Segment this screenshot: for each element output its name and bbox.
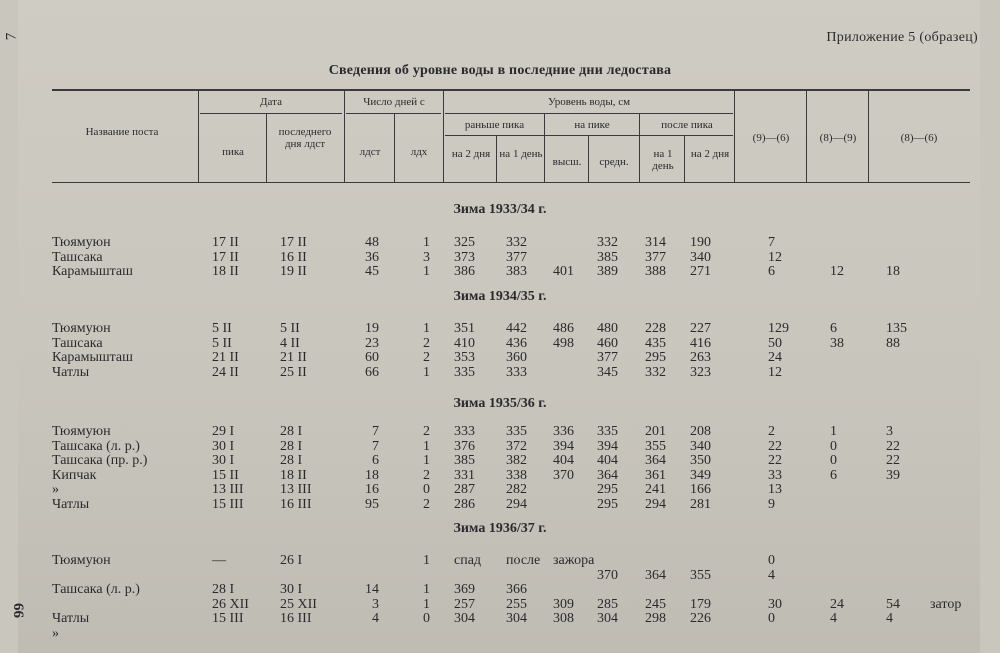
cell-a1: 241 [645, 482, 666, 498]
table-row [0, 424, 1000, 439]
cell-b2: 335 [454, 364, 475, 380]
cell-b1: 377 [506, 249, 527, 265]
table-row [0, 235, 1000, 250]
cell-name: » [52, 482, 59, 498]
cell-ldh: 0 [423, 482, 430, 498]
cell-hi: 336 [553, 424, 574, 439]
cell-b2: 325 [454, 235, 475, 250]
cell-name: » [52, 626, 59, 641]
cell-hi: 486 [553, 321, 574, 336]
appendix-label: Приложение 5 (образец) [826, 30, 978, 45]
cell-b2: 353 [454, 350, 475, 366]
cell-mid: 332 [597, 235, 618, 250]
cell-name: Чатлы [52, 611, 90, 627]
cell-b1: 282 [506, 482, 527, 498]
cell-d1: 2 [768, 424, 775, 439]
cell-name: Тюямуюн [52, 321, 111, 336]
cell-d1: 12 [768, 249, 782, 265]
cell-ldh: 3 [423, 249, 430, 265]
cell-d1: 12 [768, 364, 782, 380]
header-diff-9-6: (9)—(6) [752, 132, 790, 144]
cell-mid: 295 [597, 482, 618, 498]
header-peak-high: высш. [552, 156, 582, 168]
cell-ldh: 2 [423, 497, 430, 512]
cell-a2: 208 [690, 424, 711, 439]
cell-a2: 416 [690, 335, 711, 351]
cell-a1: 295 [645, 350, 666, 366]
cell-mid: 304 [597, 611, 618, 627]
cell-a1: 435 [645, 335, 666, 351]
cell-d1: 7 [768, 235, 775, 250]
header-days-count: Число дней с [363, 96, 425, 108]
cell-d2: 12 [830, 264, 844, 280]
cell-name: Тюямуюн [52, 553, 111, 568]
cell-a2: 226 [690, 611, 711, 627]
cell-ldst: 48 [365, 235, 379, 250]
header-water-level: Уровень воды, см [547, 96, 631, 108]
cell-name: Ташсака [52, 249, 103, 265]
cell-a1: 228 [645, 321, 666, 336]
cell-last: 25 XII [280, 596, 317, 612]
cell-b1: 383 [506, 264, 527, 280]
cell-mid: 335 [597, 424, 618, 439]
cell-d1: 22 [768, 453, 782, 469]
cell-ldst: 3 [372, 596, 379, 612]
cell-b2: 386 [454, 264, 475, 280]
cell-last: 13 III [280, 482, 312, 498]
table-row [0, 568, 1000, 583]
col-divider [734, 91, 735, 182]
col-divider [588, 135, 589, 182]
cell-d3: 3 [886, 424, 893, 439]
cell-last: 16 III [280, 497, 312, 512]
cell-d3: 39 [886, 467, 900, 483]
header-after-1: на 1 день [652, 148, 674, 172]
cell-last: 28 I [280, 438, 303, 454]
header-last-day: последнего дня лдст [278, 126, 332, 150]
cell-name: Тюямуюн [52, 235, 111, 250]
cell-last: 28 I [280, 424, 303, 439]
table-row [0, 626, 1000, 641]
cell-last: 4 II [280, 335, 300, 351]
cell-ldh: 1 [423, 321, 430, 336]
col-divider [496, 135, 497, 182]
cell-b1: 255 [506, 596, 527, 612]
cell-pik: 26 XII [212, 596, 249, 612]
cell-name: Тюямуюн [52, 424, 111, 439]
cell-b1: 335 [506, 424, 527, 439]
cell-pik: 18 II [212, 264, 239, 280]
cell-a1: 361 [645, 467, 666, 483]
cell-b1: 366 [506, 582, 527, 598]
cell-pik: 30 I [212, 453, 235, 469]
cell-b1: 294 [506, 497, 527, 512]
table-row [0, 439, 1000, 454]
cell-b2: 385 [454, 453, 475, 469]
cell-a1: 364 [645, 453, 666, 469]
cell-a2: 350 [690, 453, 711, 469]
cell-b1: 360 [506, 350, 527, 366]
cell-d1: 30 [768, 596, 782, 612]
cell-pik: 15 II [212, 467, 239, 483]
cell-a2: 271 [690, 264, 711, 280]
date-subrule [200, 113, 342, 114]
cell-d1: 129 [768, 321, 789, 336]
cell-ldh: 1 [423, 438, 430, 454]
cell-ldst: 6 [372, 453, 379, 469]
col-divider [344, 91, 345, 182]
cell-ldst: 95 [365, 497, 379, 512]
cell-d1: 13 [768, 482, 782, 498]
cell-a2: 190 [690, 235, 711, 250]
cell-d1: 4 [768, 567, 775, 583]
cell-last: 5 II [280, 321, 300, 336]
cell-a2: 340 [690, 438, 711, 454]
cell-ldh: 1 [423, 264, 430, 280]
header-date: Дата [260, 96, 282, 108]
cell-a1: 245 [645, 596, 666, 612]
cell-d1: 0 [768, 611, 775, 627]
cell-ldst: 7 [372, 438, 379, 454]
table-title: Сведения об уровне воды в последние дни ледостава [328, 63, 672, 78]
cell-b1: 333 [506, 364, 527, 380]
cell-name: Чатлы [52, 497, 90, 512]
cell-b1: 338 [506, 467, 527, 483]
cell-a1: 377 [645, 249, 666, 265]
level-subrule [445, 113, 733, 114]
cell-ldh: 1 [423, 596, 430, 612]
cell-hi: 394 [553, 438, 574, 454]
cell-a2: 355 [690, 567, 711, 583]
cell-mid: 364 [597, 467, 618, 483]
cell-hi: 309 [553, 596, 574, 612]
season-heading: Зима 1936/37 г. [453, 521, 547, 536]
cell-last: 16 III [280, 611, 312, 627]
cell-a2: 323 [690, 364, 711, 380]
table-row [0, 350, 1000, 365]
cell-a2: 263 [690, 350, 711, 366]
cell-hi: 370 [553, 467, 574, 483]
cell-mid: 295 [597, 497, 618, 512]
col-divider [198, 91, 199, 182]
cell-b2: 257 [454, 596, 475, 612]
header-before-1: на 1 день [499, 148, 543, 160]
cell-d1: 24 [768, 350, 782, 366]
cell-b2: 287 [454, 482, 475, 498]
season-heading: Зима 1933/34 г. [453, 202, 547, 217]
cell-d1: 22 [768, 438, 782, 454]
cell-b2: 410 [454, 335, 475, 351]
header-ldh: лдх [410, 146, 428, 158]
col-divider [684, 135, 685, 182]
cell-b1: 436 [506, 335, 527, 351]
cell-ldh: 2 [423, 350, 430, 366]
cell-mid: 480 [597, 321, 618, 336]
cell-pik: 5 II [212, 335, 232, 351]
cell-ldst: 60 [365, 350, 379, 366]
table-row [0, 582, 1000, 597]
col-divider [544, 113, 545, 182]
header-after-peak: после пика [661, 119, 713, 131]
cell-pik: 17 II [212, 249, 239, 265]
corner-mark: 7 [3, 32, 20, 41]
col-divider [266, 113, 267, 182]
cell-mid: 377 [597, 350, 618, 366]
cell-ldh: 1 [423, 553, 430, 568]
cell-a2: 349 [690, 467, 711, 483]
cell-a1: 294 [645, 497, 666, 512]
cell-d3: 22 [886, 438, 900, 454]
cell-d2: 6 [830, 321, 837, 336]
cell-hi: зажора [553, 553, 595, 568]
col-divider [443, 91, 444, 182]
cell-hi: 401 [553, 264, 574, 280]
header-top-rule [52, 89, 970, 91]
cell-a2: 340 [690, 249, 711, 265]
cell-pik: 28 I [212, 582, 235, 598]
page-number: 66 [10, 603, 26, 618]
cell-b1: 442 [506, 321, 527, 336]
cell-ldst: 14 [365, 582, 379, 598]
cell-d2: 1 [830, 424, 837, 439]
table-row [0, 264, 1000, 279]
cell-b1: 304 [506, 611, 527, 627]
col-divider [394, 113, 395, 182]
cell-d2: 6 [830, 467, 837, 483]
cell-pik: 30 I [212, 438, 235, 454]
cell-d1: 9 [768, 497, 775, 512]
cell-b1: 332 [506, 235, 527, 250]
cell-d2: 38 [830, 335, 844, 351]
header-bottom-rule [52, 182, 970, 183]
cell-name: Ташсака (пр. р.) [52, 453, 148, 469]
cell-b2: спад [454, 553, 482, 568]
cell-ldh: 1 [423, 582, 430, 598]
cell-d1: 33 [768, 467, 782, 483]
cell-a1: 332 [645, 364, 666, 380]
cell-pik: — [212, 553, 226, 568]
cell-ldh: 1 [423, 364, 430, 380]
cell-name: Ташсака [52, 335, 103, 351]
cell-d2: 0 [830, 453, 837, 469]
cell-ldst: 66 [365, 364, 379, 380]
cell-b2: 351 [454, 321, 475, 336]
table-row [0, 453, 1000, 468]
cell-b2: 369 [454, 582, 475, 598]
cell-ldst: 19 [365, 321, 379, 336]
cell-a2: 166 [690, 482, 711, 498]
cell-last: 17 II [280, 235, 307, 250]
cell-d3: 22 [886, 453, 900, 469]
cell-d3: 135 [886, 321, 907, 336]
cell-b2: 286 [454, 497, 475, 512]
cell-b2: 373 [454, 249, 475, 265]
cell-pik: 15 III [212, 497, 244, 512]
header-before-peak: раньше пика [464, 119, 525, 131]
table-row [0, 482, 1000, 497]
cell-hi: 498 [553, 335, 574, 351]
cell-d1: 50 [768, 335, 782, 351]
cell-last: 28 I [280, 453, 303, 469]
cell-a1: 355 [645, 438, 666, 454]
cell-a1: 388 [645, 264, 666, 280]
table-row [0, 321, 1000, 336]
cell-hi: 404 [553, 453, 574, 469]
cell-ldh: 2 [423, 335, 430, 351]
table-row [0, 597, 1000, 612]
header-before-2: на 2 дня [451, 148, 491, 160]
col-divider [806, 91, 807, 182]
cell-mid: 385 [597, 249, 618, 265]
cell-mid: 345 [597, 364, 618, 380]
table-row [0, 250, 1000, 265]
cell-name: Чатлы [52, 364, 90, 380]
table-row [0, 468, 1000, 483]
cell-mid: 460 [597, 335, 618, 351]
cell-ldst: 18 [365, 467, 379, 483]
cell-d2: 4 [830, 611, 837, 627]
col-divider [868, 91, 869, 182]
cell-last: 21 II [280, 350, 307, 366]
cell-pik: 13 III [212, 482, 244, 498]
cell-name: Карамышташ [52, 350, 133, 366]
header-peak-mid: средн. [599, 156, 629, 168]
cell-d2: 24 [830, 596, 844, 612]
col-divider [639, 113, 640, 182]
cell-b2: 376 [454, 438, 475, 454]
cell-a2: 281 [690, 497, 711, 512]
cell-name: Карамышташ [52, 264, 133, 280]
cell-a2: 179 [690, 596, 711, 612]
cell-ldh: 1 [423, 235, 430, 250]
table-row [0, 611, 1000, 626]
cell-d3: 4 [886, 611, 893, 627]
cell-a1: 201 [645, 424, 666, 439]
cell-a1: 298 [645, 611, 666, 627]
cell-b1: 382 [506, 453, 527, 469]
cell-d3: 88 [886, 335, 900, 351]
cell-mid: 404 [597, 453, 618, 469]
cell-b2: 304 [454, 611, 475, 627]
cell-d1: 6 [768, 264, 775, 280]
cell-b2: 333 [454, 424, 475, 439]
cell-pik: 29 I [212, 424, 235, 439]
cell-pik: 15 III [212, 611, 244, 627]
level-subrule-2 [445, 135, 733, 136]
table-row [0, 336, 1000, 351]
cell-last: 16 II [280, 249, 307, 265]
cell-mid: 285 [597, 596, 618, 612]
cell-last: 25 II [280, 364, 307, 380]
header-at-peak: на пике [574, 119, 610, 131]
header-peak: пика [222, 146, 244, 158]
cell-b2: 331 [454, 467, 475, 483]
cell-pik: 5 II [212, 321, 232, 336]
header-after-2: на 2 дня [690, 148, 730, 160]
cell-ldh: 0 [423, 611, 430, 627]
cell-name: Ташсака (л. р.) [52, 582, 140, 598]
cell-name: Ташсака (л. р.) [52, 438, 140, 454]
season-heading: Зима 1935/36 г. [453, 396, 547, 411]
header-diff-8-6: (8)—(6) [900, 132, 938, 144]
cell-mid: 370 [597, 567, 618, 583]
cell-mid: 389 [597, 264, 618, 280]
cell-b1: после [506, 553, 541, 568]
cell-a1: 364 [645, 567, 666, 583]
table-row [0, 497, 1000, 512]
cell-ldh: 1 [423, 453, 430, 469]
cell-ldh: 2 [423, 424, 430, 439]
table-row [0, 553, 1000, 568]
cell-pik: 21 II [212, 350, 239, 366]
cell-pik: 17 II [212, 235, 239, 250]
cell-ldh: 2 [423, 467, 430, 483]
header-post-name: Название поста [85, 126, 159, 138]
cell-b1: 372 [506, 438, 527, 454]
cell-ldst: 16 [365, 482, 379, 498]
cell-pik: 24 II [212, 364, 239, 380]
cell-note: затор [930, 596, 962, 612]
cell-last: 30 I [280, 582, 303, 598]
cell-d1: 0 [768, 553, 775, 568]
cell-ldst: 36 [365, 249, 379, 265]
cell-last: 19 II [280, 264, 307, 280]
cell-last: 26 I [280, 553, 303, 568]
cell-d3: 54 [886, 596, 900, 612]
cell-mid: 394 [597, 438, 618, 454]
cell-ldst: 7 [372, 424, 379, 439]
cell-last: 18 II [280, 467, 307, 483]
cell-name: Кипчак [52, 467, 97, 483]
cell-ldst: 23 [365, 335, 379, 351]
cell-d3: 18 [886, 264, 900, 280]
table-row [0, 365, 1000, 380]
header-diff-8-9: (8)—(9) [819, 132, 857, 144]
cell-a1: 314 [645, 235, 666, 250]
cell-ldst: 45 [365, 264, 379, 280]
cell-d2: 0 [830, 438, 837, 454]
cell-a2: 227 [690, 321, 711, 336]
cell-hi: 308 [553, 611, 574, 627]
header-ldst: лдст [359, 146, 381, 158]
season-heading: Зима 1934/35 г. [453, 289, 547, 304]
cell-ldst: 4 [372, 611, 379, 627]
